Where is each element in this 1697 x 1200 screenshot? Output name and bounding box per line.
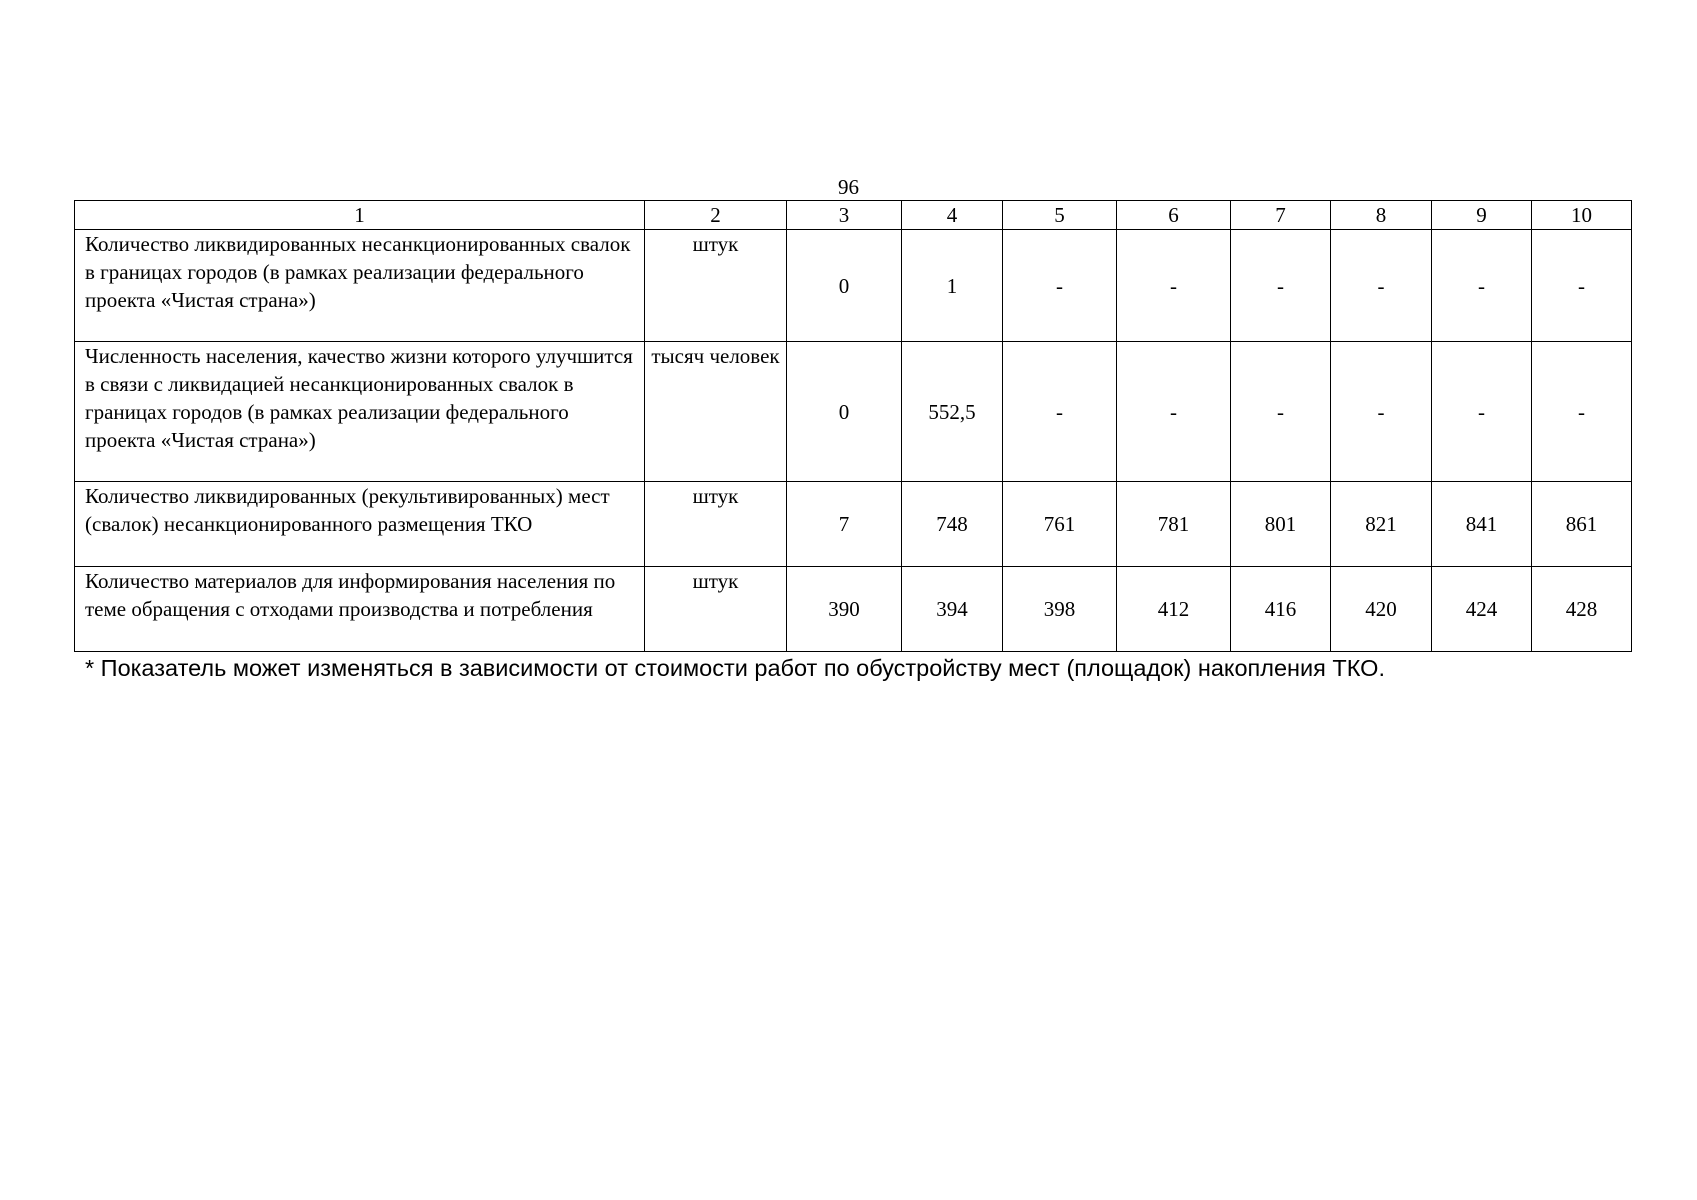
value-cell: - bbox=[1117, 342, 1231, 482]
column-number-cell: 5 bbox=[1003, 201, 1117, 230]
value-cell: - bbox=[1231, 342, 1331, 482]
column-number-row bbox=[75, 201, 1632, 230]
value-cell: 424 bbox=[1432, 567, 1532, 652]
indicator-unit: штук bbox=[645, 482, 787, 567]
value-cell: - bbox=[1432, 230, 1532, 342]
value-cell: - bbox=[1331, 230, 1432, 342]
value-cell: - bbox=[1231, 230, 1331, 342]
column-number-cell: 3 bbox=[787, 201, 902, 230]
indicator-name: Численность населения, качество жизни которого улучшится в связи с ликвидацией несанкционированных свалок в границах городов (в рамках реализации федерального проекта «Чистая страна») bbox=[75, 342, 645, 482]
column-number-cell: 8 bbox=[1331, 201, 1432, 230]
footnote: * Показатель может изменяться в зависимости от стоимости работ по обустройству мест (площадок) накопления ТКО. bbox=[85, 655, 1385, 681]
value-cell: 7 bbox=[787, 482, 902, 567]
indicator-name: Количество ликвидированных (рекультивированных) мест (свалок) несанкционированного размещения ТКО bbox=[75, 482, 645, 567]
value-cell: 1 bbox=[902, 230, 1003, 342]
indicator-name: Количество ликвидированных несанкционированных свалок в границах городов (в рамках реализации федерального проекта «Чистая страна») bbox=[75, 230, 645, 342]
value-cell: - bbox=[1117, 230, 1231, 342]
value-cell: 761 bbox=[1003, 482, 1117, 567]
value-cell: - bbox=[1003, 230, 1117, 342]
value-cell: 416 bbox=[1231, 567, 1331, 652]
value-cell: 428 bbox=[1532, 567, 1632, 652]
column-number-cell: 6 bbox=[1117, 201, 1231, 230]
value-cell: 821 bbox=[1331, 482, 1432, 567]
value-cell: 398 bbox=[1003, 567, 1117, 652]
value-cell: - bbox=[1532, 230, 1632, 342]
value-cell: - bbox=[1331, 342, 1432, 482]
value-cell: 841 bbox=[1432, 482, 1532, 567]
indicator-unit: тысяч человек bbox=[645, 342, 787, 482]
indicators-table bbox=[74, 200, 1632, 652]
column-number-cell: 10 bbox=[1532, 201, 1632, 230]
table-row bbox=[75, 230, 1632, 342]
column-number-cell: 1 bbox=[75, 201, 645, 230]
indicator-unit: штук bbox=[645, 567, 787, 652]
value-cell: - bbox=[1432, 342, 1532, 482]
value-cell: 412 bbox=[1117, 567, 1231, 652]
value-cell: 552,5 bbox=[902, 342, 1003, 482]
value-cell: - bbox=[1003, 342, 1117, 482]
indicator-name: Количество материалов для информирования населения по теме обращения с отходами производства и потребления bbox=[75, 567, 645, 652]
value-cell: 390 bbox=[787, 567, 902, 652]
column-number-cell: 2 bbox=[645, 201, 787, 230]
table-row bbox=[75, 482, 1632, 567]
page-number: 96 bbox=[838, 175, 859, 199]
value-cell: - bbox=[1532, 342, 1632, 482]
value-cell: 394 bbox=[902, 567, 1003, 652]
column-number-cell: 7 bbox=[1231, 201, 1331, 230]
column-number-cell: 9 bbox=[1432, 201, 1532, 230]
value-cell: 420 bbox=[1331, 567, 1432, 652]
value-cell: 0 bbox=[787, 342, 902, 482]
value-cell: 781 bbox=[1117, 482, 1231, 567]
value-cell: 801 bbox=[1231, 482, 1331, 567]
indicator-unit: штук bbox=[645, 230, 787, 342]
value-cell: 0 bbox=[787, 230, 902, 342]
value-cell: 861 bbox=[1532, 482, 1632, 567]
table-row bbox=[75, 342, 1632, 482]
value-cell: 748 bbox=[902, 482, 1003, 567]
column-number-cell: 4 bbox=[902, 201, 1003, 230]
table-row bbox=[75, 567, 1632, 652]
